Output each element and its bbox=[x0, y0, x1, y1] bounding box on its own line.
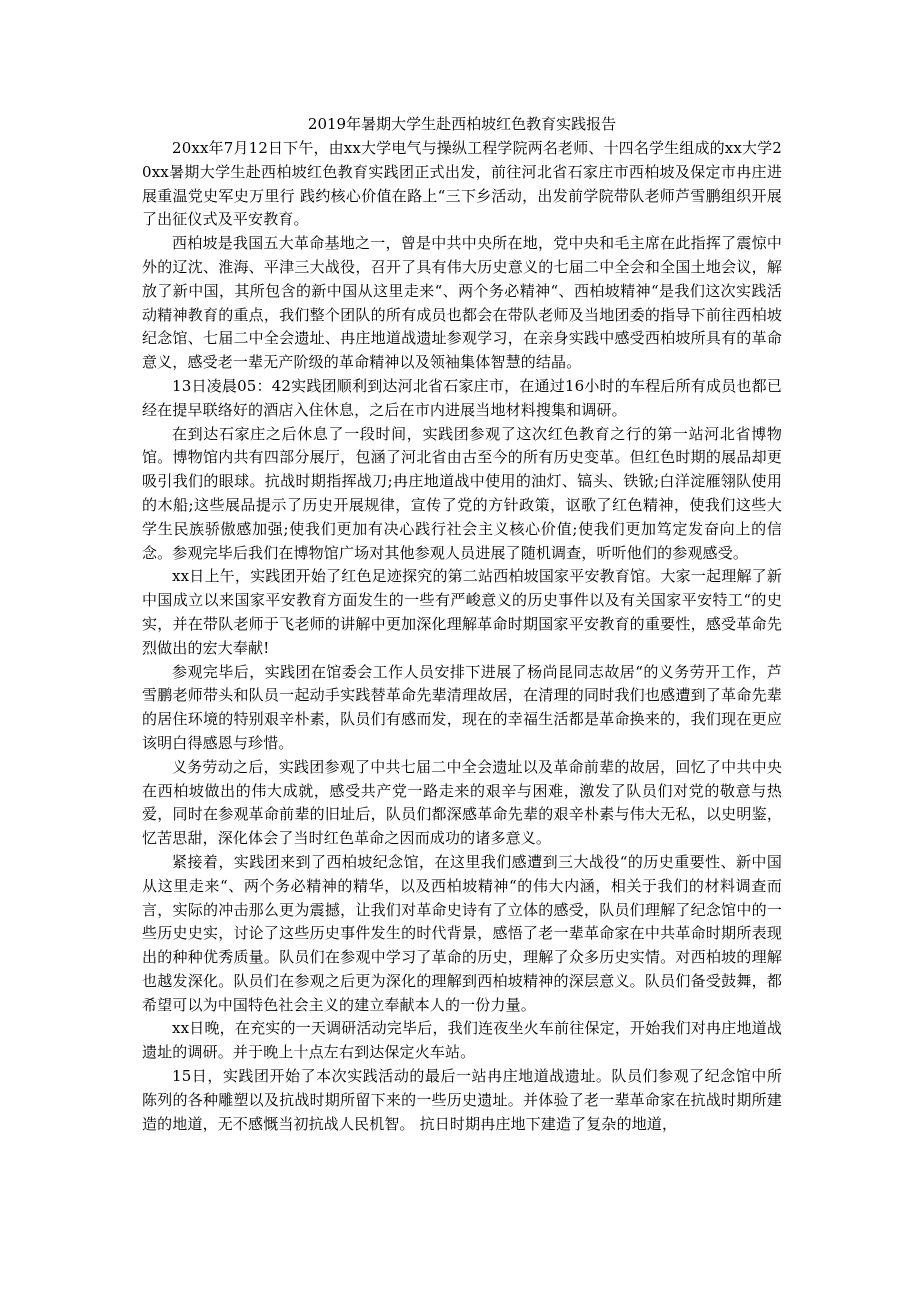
document-body bbox=[142, 112, 782, 1136]
paragraph-2: 西柏坡是我国五大革命基地之一，曾是中共中央所在地，党中央和毛主席在此指挥了震惊中外的辽沈、淮海、平津三大战役，召开了具有伟大历史意义的七届二中全会和全国土地会议，解放了新中国，其所包含的新中国从这里走来“、两个务必精神“、西柏坡精神“是我们这次实践活动精神教育的重点，我们整个团队的所有成员也都会在带队老师及当地团委的指导下前往西柏坡纪念馆、七届二中全会遗址、冉庄地道战遗址参观学习，在亲身实践中感受西柏坡所具有的革命意义，感受老一辈无产阶级的革命精神以及领袖集体智慧的结晶。 bbox=[142, 234, 782, 372]
paragraph-9: xx日晚，在充实的一天调研活动完毕后，我们连夜坐火车前往保定，开始我们对冉庄地道战遗址的调研。并于晚上十点左右到达保定火车站。 bbox=[142, 1019, 782, 1062]
paragraph-5: xx日上午，实践团开始了红色足迹探究的第二站西柏坡国家平安教育馆。大家一起理解了新中国成立以来国家平安教育方面发生的一些有严峻意义的历史事件以及有关国家平安特工“的史实，并在带队老师于飞老师的讲解中更加深化理解革命时期国家平安教育的重要性，感受革命先烈做出的宏大奉献! bbox=[142, 567, 782, 657]
paragraph-8: 紧接着，实践团来到了西柏坡纪念馆，在这里我们感遭到三大战役“的历史重要性、新中国从这里走来“、两个务必精神的精华，以及西柏坡精神“的伟大内涵，相关于我们的材料调查而言，实际的冲击那么更为震撼，让我们对革命史诗有了立体的感受，队员们理解了纪念馆中的一些历史史实，讨论了这些历史事件发生的时代背景，感悟了老一辈革命家在中共革命时期所表现出的种种优秀质量。队员们在参观中学习了革命的历史，理解了众多历史实情。对西柏坡的理解也越发深化。队员们在参观之后更为深化的理解到西柏坡精神的深层意义。队员们备受鼓舞，都希望可以为中国特色社会主义的建立奉献本人的一份力量。 bbox=[142, 852, 782, 1014]
paragraph-4: 在到达石家庄之后休息了一段时间，实践团参观了这次红色教育之行的第一站河北省博物馆。博物馆内共有四部分展厅，包涵了河北省由古至今的所有历史变革。但红色时期的展品却更吸引我们的眼球。抗战时期指挥战刀;冉庄地道战中使用的油灯、镐头、铁锨;白洋淀雁翎队使用的木船;这些展品提示了历史开展规律，宣传了党的方针政策，讴歌了红色精神，使我们这些大学生民族骄傲感加强;使我们更加有决心践行社会主义核心价值;使我们更加笃定发奋向上的信念。参观完毕后我们在博物馆广场对其他参观人员进展了随机调查，听听他们的参观感受。 bbox=[142, 424, 782, 562]
paragraph-6: 参观完毕后，实践团在馆委会工作人员安排下进展了杨尚昆同志故居“的义务劳开工作，芦雪鹏老师带头和队员一起动手实践替革命先辈清理故居，在清理的同时我们也感遭到了革命先辈的居住环境的特别艰辛朴素，队员们有感而发，现在的幸福生活都是革命换来的，我们现在更应该明白得感恩与珍惜。 bbox=[142, 662, 782, 752]
document-title: 2019年暑期大学生赴西柏坡红色教育实践报告 bbox=[307, 115, 617, 133]
paragraph-10: 15日，实践团开始了本次实践活动的最后一站冉庄地道战遗址。队员们参观了纪念馆中所陈列的各种雕塑以及抗战时期所留下来的一些历史遗址。并体验了老一辈革命家在抗战时期所建造的地道，无不感慨当初抗战人民机智。 抗日时期冉庄地下建造了复杂的地道， bbox=[142, 1067, 782, 1133]
paragraph-7: 义务劳动之后，实践团参观了中共七届二中全会遗址以及革命前辈的故居，回忆了中共中央在西柏坡做出的伟大成就，感受共产党一路走来的艰辛与困难，激发了队员们对党的敬意与热爱，同时在参观革命前辈的旧址后，队员们都深感革命先辈的艰辛朴素与伟大无私，以史明鉴，忆苦思甜，深化体会了当时红色革命之因而成功的诸多意义。 bbox=[142, 757, 782, 848]
paragraph-1: 20xx年7月12日下午，由xx大学电气与操纵工程学院两名老师、十四名学生组成的xx大学20xx暑期大学生赴西柏坡红色教育实践团正式出发，前往河北省石家庄市西柏坡及保定市冉庄进展重温党史军史万里行 践约核心价值在路上“三下乡活动，出发前学院带队老师芦雪鹏组织开展了出征仪式及平安教育。 bbox=[142, 139, 782, 229]
paragraph-3: 13日凌晨05：42实践团顺利到达河北省石家庄市，在通过16小时的车程后所有成员也都已经在提早联络好的酒店入住休息，之后在市内进展当地材料搜集和调研。 bbox=[142, 376, 782, 419]
